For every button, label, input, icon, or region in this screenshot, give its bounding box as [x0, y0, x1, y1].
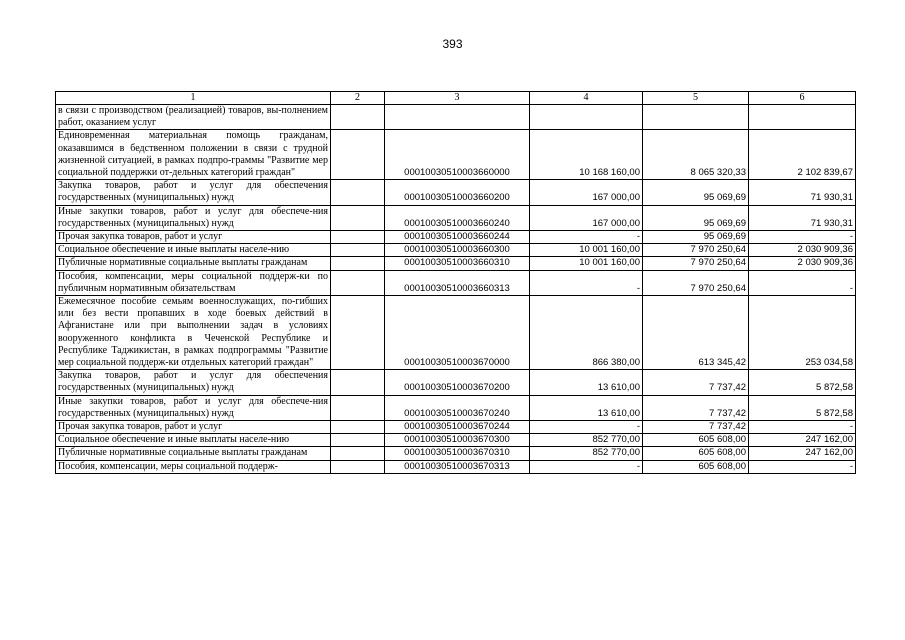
row-section-code: [331, 231, 385, 244]
row-section-code: [331, 447, 385, 460]
row-approved-amount: 167 000,00: [530, 180, 643, 205]
row-unexecuted-amount: 253 034,58: [749, 296, 856, 370]
table-row: [56, 130, 856, 180]
table-row: [56, 296, 856, 370]
row-budget-code: 00010030510003660244: [385, 231, 530, 244]
column-header-1: 1: [56, 92, 331, 105]
row-approved-amount: -: [530, 460, 643, 473]
row-name: Социальное обеспечение и иные выплаты населе-нию: [56, 244, 331, 257]
row-name: Единовременная материальная помощь гражданам, оказавшимся в бедственном положении в связи с трудной жизненной ситуацией, в рамках подпро-граммы "Развитие мер социальной поддержки от-дельных категорий граждан": [56, 130, 331, 180]
table-row: [56, 105, 856, 130]
row-budget-code: 00010030510003660300: [385, 244, 530, 257]
table-row: [56, 231, 856, 244]
table-row: [56, 370, 856, 395]
row-section-code: [331, 296, 385, 370]
row-section-code: [331, 105, 385, 130]
table-row: [56, 244, 856, 257]
row-approved-amount: 866 380,00: [530, 296, 643, 370]
row-approved-amount: [530, 105, 643, 130]
row-budget-code: 00010030510003660200: [385, 180, 530, 205]
table-row: [56, 395, 856, 420]
row-executed-amount: [643, 105, 749, 130]
row-approved-amount: 10 001 160,00: [530, 244, 643, 257]
row-section-code: [331, 370, 385, 395]
row-budget-code: 00010030510003670240: [385, 395, 530, 420]
row-budget-code: 00010030510003660310: [385, 257, 530, 270]
row-unexecuted-amount: -: [749, 460, 856, 473]
row-section-code: [331, 434, 385, 447]
row-section-code: [331, 244, 385, 257]
row-name: Публичные нормативные социальные выплаты гражданам: [56, 447, 331, 460]
row-approved-amount: 13 610,00: [530, 370, 643, 395]
row-executed-amount: 7 970 250,64: [643, 257, 749, 270]
row-executed-amount: 95 069,69: [643, 205, 749, 230]
row-name: Иные закупки товаров, работ и услуг для обеспече-ния государственных (муниципальных) нужд: [56, 205, 331, 230]
row-budget-code: [385, 105, 530, 130]
column-header-5: 5: [643, 92, 749, 105]
row-unexecuted-amount: 247 162,00: [749, 447, 856, 460]
row-name: Ежемесячное пособие семьям военнослужащих, по-гибших или без вести пропавших в ходе боевых действий в Афганистане или при выполнении задач в условиях вооруженного конфликта в Чеченской Республике и Республике Таджикистан, в рамках подпрограммы "Развитие мер социальной поддерж-ки отдельных категорий граждан": [56, 296, 331, 370]
row-unexecuted-amount: -: [749, 231, 856, 244]
table-row: [56, 205, 856, 230]
row-section-code: [331, 257, 385, 270]
row-executed-amount: 95 069,69: [643, 180, 749, 205]
row-section-code: [331, 180, 385, 205]
table-row: [56, 270, 856, 295]
row-approved-amount: -: [530, 270, 643, 295]
table-row: [56, 257, 856, 270]
row-section-code: [331, 460, 385, 473]
row-unexecuted-amount: 71 930,31: [749, 180, 856, 205]
row-executed-amount: 7 970 250,64: [643, 270, 749, 295]
row-approved-amount: 13 610,00: [530, 395, 643, 420]
row-executed-amount: 8 065 320,33: [643, 130, 749, 180]
row-budget-code: 00010030510003670310: [385, 447, 530, 460]
row-approved-amount: -: [530, 231, 643, 244]
column-header-6: 6: [749, 92, 856, 105]
row-budget-code: 00010030510003670200: [385, 370, 530, 395]
table-header-row: [56, 92, 856, 105]
row-unexecuted-amount: 2 102 839,67: [749, 130, 856, 180]
row-name: в связи с производством (реализацией) товаров, вы-полнением работ, оказанием услуг: [56, 105, 331, 130]
row-name: Социальное обеспечение и иные выплаты населе-нию: [56, 434, 331, 447]
page-number: 393: [442, 37, 463, 51]
row-budget-code: 00010030510003660000: [385, 130, 530, 180]
row-approved-amount: 852 770,00: [530, 447, 643, 460]
row-name: Публичные нормативные социальные выплаты гражданам: [56, 257, 331, 270]
row-name: Пособия, компенсации, меры социальной поддерж-: [56, 460, 331, 473]
row-budget-code: 00010030510003660313: [385, 270, 530, 295]
row-executed-amount: 7 737,42: [643, 421, 749, 434]
row-unexecuted-amount: [749, 105, 856, 130]
row-unexecuted-amount: 2 030 909,36: [749, 244, 856, 257]
table-row: [56, 421, 856, 434]
row-unexecuted-amount: 247 162,00: [749, 434, 856, 447]
row-section-code: [331, 205, 385, 230]
row-executed-amount: 605 608,00: [643, 447, 749, 460]
table-row: [56, 460, 856, 473]
budget-table: [55, 91, 856, 474]
row-approved-amount: 167 000,00: [530, 205, 643, 230]
row-name: Иные закупки товаров, работ и услуг для обеспече-ния государственных (муниципальных) нужд: [56, 395, 331, 420]
table-row: [56, 434, 856, 447]
column-header-2: 2: [331, 92, 385, 105]
row-approved-amount: -: [530, 421, 643, 434]
row-executed-amount: 605 608,00: [643, 460, 749, 473]
row-unexecuted-amount: -: [749, 270, 856, 295]
row-budget-code: 00010030510003670313: [385, 460, 530, 473]
row-section-code: [331, 395, 385, 420]
row-unexecuted-amount: 71 930,31: [749, 205, 856, 230]
row-unexecuted-amount: 2 030 909,36: [749, 257, 856, 270]
row-unexecuted-amount: 5 872,58: [749, 370, 856, 395]
row-unexecuted-amount: -: [749, 421, 856, 434]
row-name: Закупка товаров, работ и услуг для обеспечения государственных (муниципальных) нужд: [56, 370, 331, 395]
row-approved-amount: 852 770,00: [530, 434, 643, 447]
row-executed-amount: 7 737,42: [643, 395, 749, 420]
row-executed-amount: 95 069,69: [643, 231, 749, 244]
row-budget-code: 00010030510003660240: [385, 205, 530, 230]
row-section-code: [331, 421, 385, 434]
row-section-code: [331, 130, 385, 180]
row-name: Прочая закупка товаров, работ и услуг: [56, 231, 331, 244]
column-header-4: 4: [530, 92, 643, 105]
row-executed-amount: 605 608,00: [643, 434, 749, 447]
row-approved-amount: 10 168 160,00: [530, 130, 643, 180]
row-executed-amount: 613 345,42: [643, 296, 749, 370]
row-executed-amount: 7 737,42: [643, 370, 749, 395]
row-name: Закупка товаров, работ и услуг для обеспечения государственных (муниципальных) нужд: [56, 180, 331, 205]
row-unexecuted-amount: 5 872,58: [749, 395, 856, 420]
row-budget-code: 00010030510003670300: [385, 434, 530, 447]
row-approved-amount: 10 001 160,00: [530, 257, 643, 270]
row-section-code: [331, 270, 385, 295]
row-budget-code: 00010030510003670000: [385, 296, 530, 370]
row-executed-amount: 7 970 250,64: [643, 244, 749, 257]
table-row: [56, 180, 856, 205]
row-budget-code: 00010030510003670244: [385, 421, 530, 434]
table-row: [56, 447, 856, 460]
row-name: Прочая закупка товаров, работ и услуг: [56, 421, 331, 434]
row-name: Пособия, компенсации, меры социальной поддерж-ки по публичным нормативным обязательствам: [56, 270, 331, 295]
column-header-3: 3: [385, 92, 530, 105]
